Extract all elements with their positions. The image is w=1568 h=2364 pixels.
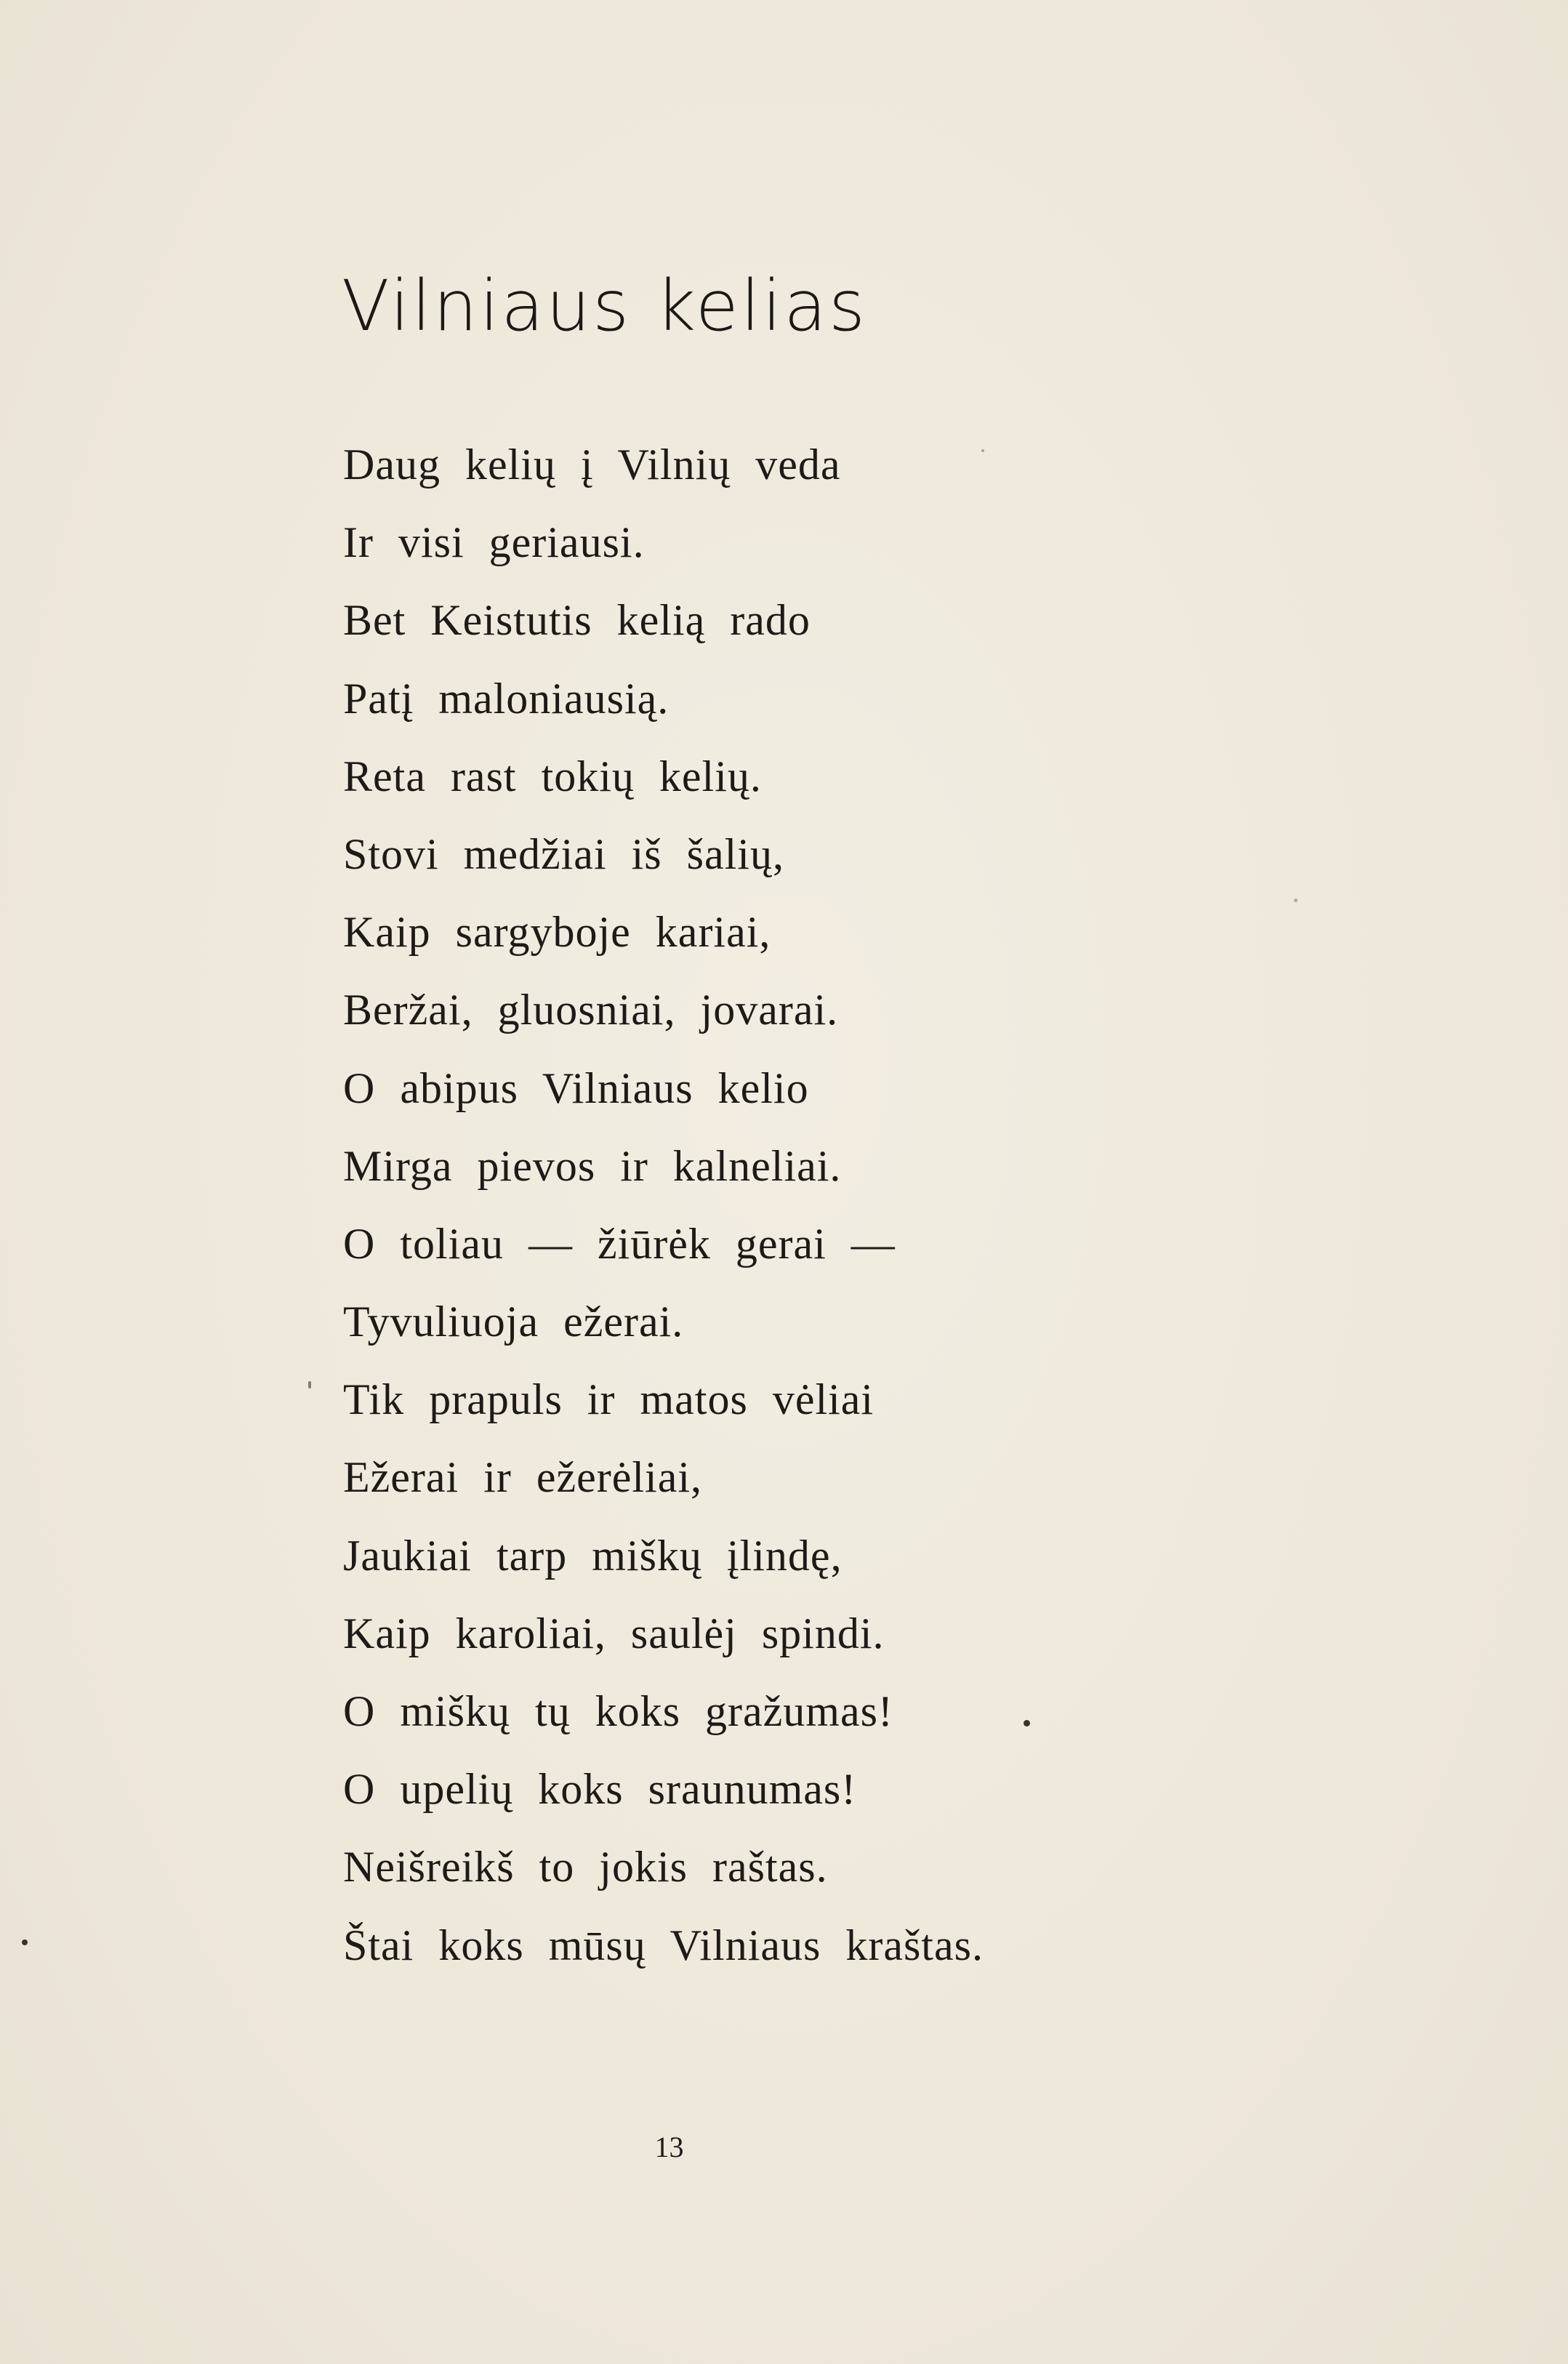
poem-line: Reta rast tokių kelių. <box>343 752 762 800</box>
poem-line: Bet Keistutis kelią rado <box>343 596 811 645</box>
poem-line: Patį maloniausią. <box>343 674 670 723</box>
poem-line: O miškų tų koks gražumas! <box>343 1687 893 1735</box>
poem-line: Kaip sargyboje kariai, <box>343 908 771 957</box>
poem-line: Ežerai ir ežerėliai, <box>343 1453 702 1502</box>
poem-line: Štai koks mūsų Vilniaus kraštas. <box>343 1921 984 1969</box>
poem-line: Tyvuliuoja ežerai. <box>343 1298 684 1346</box>
poem-line: Daug kelių į Vilnių veda <box>343 441 841 489</box>
poem-title: Vilniaus kelias <box>342 265 868 347</box>
poem-line: Stovi medžiai iš šalių, <box>343 829 784 878</box>
paper-speck <box>981 449 984 452</box>
page-number: 13 <box>654 2131 684 2163</box>
poem-line: Jaukiai tarp miškų įlindę, <box>343 1531 843 1580</box>
paper-speck <box>22 1939 28 1945</box>
poem-body <box>343 426 984 1985</box>
poem-line: Mirga pievos ir kalneliai. <box>343 1141 842 1190</box>
paper-speck <box>308 1381 311 1388</box>
poem-line: Neišreikš to jokis raštas. <box>343 1843 828 1891</box>
poem-line: O upelių koks sraunumas! <box>343 1765 857 1814</box>
poem-line: O abipus Vilniaus kelio <box>343 1064 809 1112</box>
poem-line: Beržai, gluosniai, jovarai. <box>343 986 839 1034</box>
paper-speck <box>1024 1720 1030 1726</box>
poem-line: Kaip karoliai, saulėj spindi. <box>343 1609 885 1657</box>
paper-speck <box>1294 898 1298 902</box>
poem-line: O toliau — žiūrėk gerai — <box>343 1219 896 1268</box>
poem-line: Tik prapuls ir matos vėliai <box>343 1375 875 1424</box>
poem-line: Ir visi geriausi. <box>343 518 645 567</box>
